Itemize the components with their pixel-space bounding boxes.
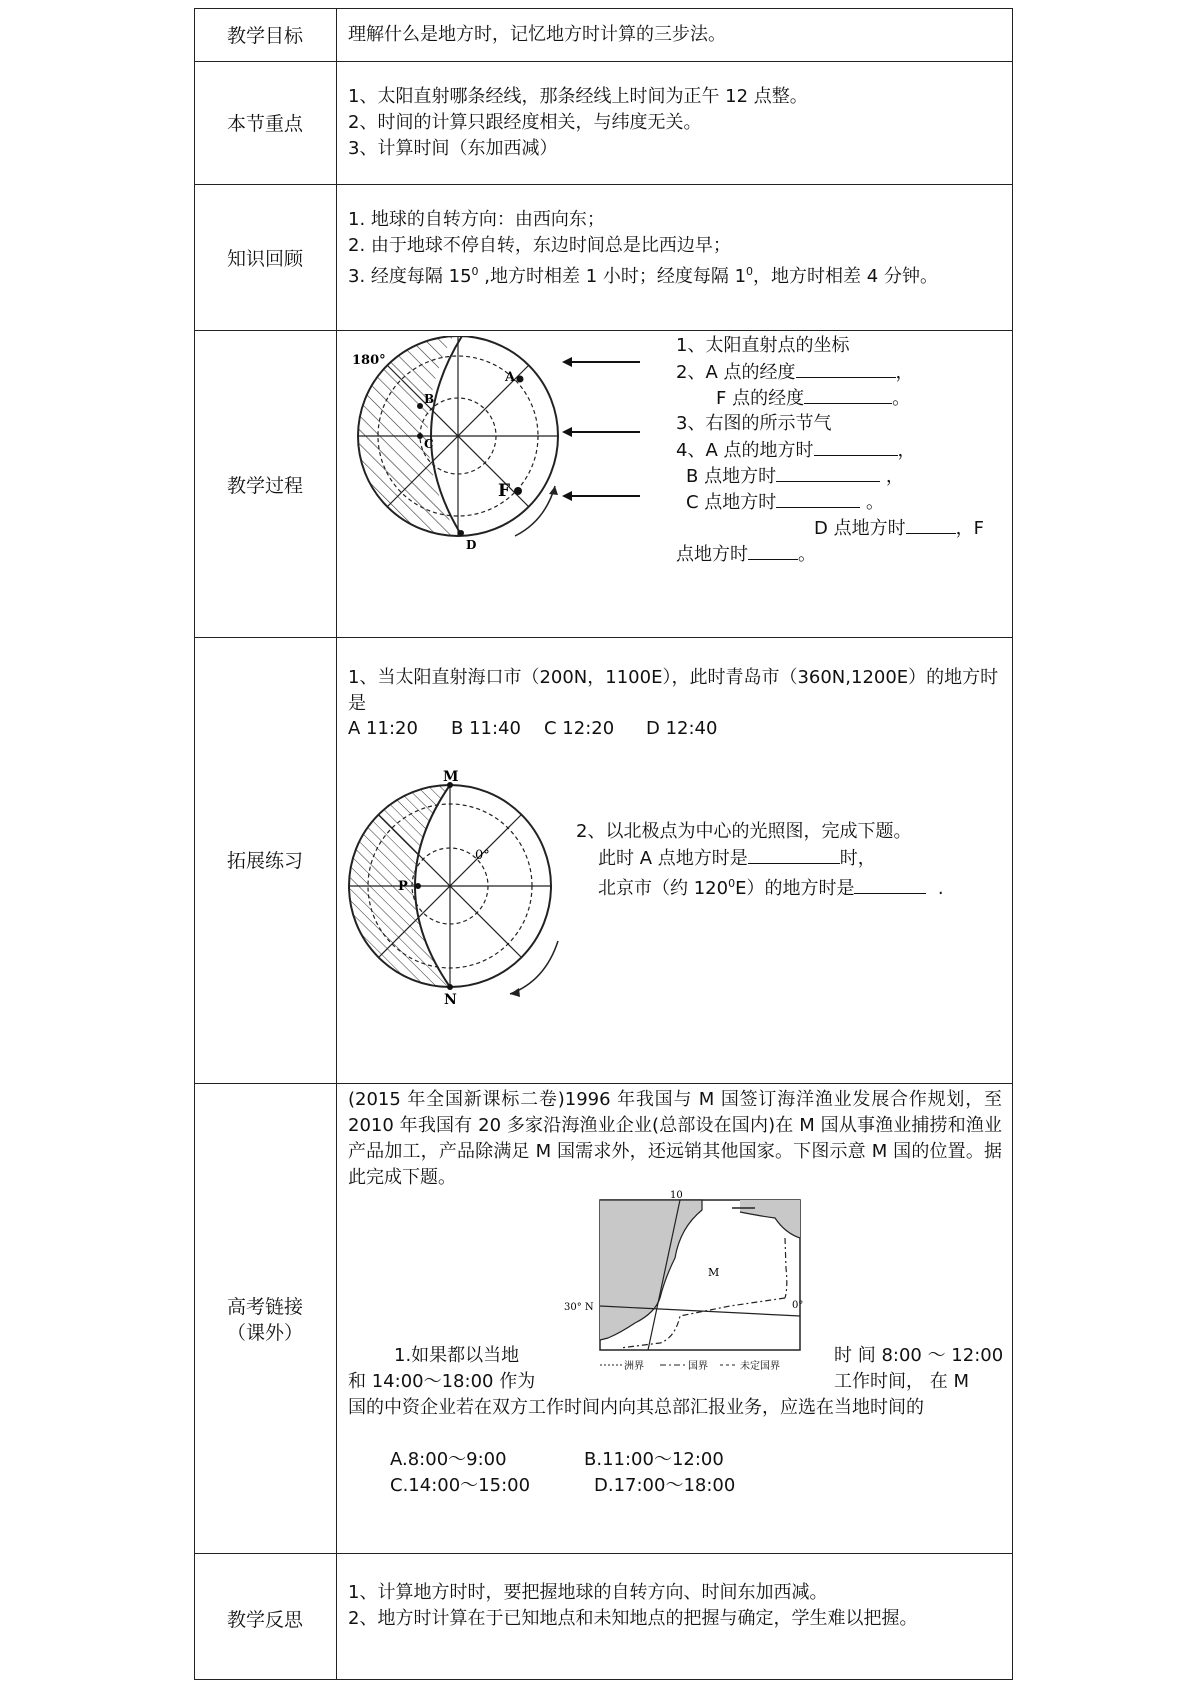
row-divider bbox=[194, 330, 1013, 331]
exam-option-a: A.8:00～9:00 bbox=[390, 1449, 507, 1470]
process-q4c: C 点地方时 。 bbox=[686, 489, 884, 516]
focus-item: 2、时间的计算只跟经度相关，与纬度无关。 bbox=[348, 112, 702, 133]
map-lon-label: 0° bbox=[792, 1300, 804, 1311]
country-m-map bbox=[560, 1188, 820, 1378]
review-list bbox=[348, 207, 1002, 290]
exam-paragraph: (2015 年全国新课标二卷)1996 年我国与 M 国签订海洋渔业发展合作规划，至 2010 年我国有 20 多家沿海渔业企业(总部设在国内)在 M 国从事渔业捕捞和渔业产品加工，产品除满足 M 国需求外，还远销其他国家。下图示意 M 国的位置。据此完成下题。 bbox=[348, 1089, 1002, 1188]
process-q1: 1、太阳直射点的坐标 bbox=[676, 335, 850, 356]
row-label-practice: 拓展练习 bbox=[226, 850, 303, 872]
focus-item: 1、太阳直射哪条经线，那条经线上时间为正午 12 点整。 bbox=[348, 86, 808, 107]
row-divider bbox=[194, 1553, 1013, 1554]
point-a-label: A bbox=[505, 370, 516, 385]
exam-q1-rest: 国的中资企业若在双方工作时间内向其总部汇报业务，应选在当地时间的 bbox=[348, 1397, 924, 1418]
answer-blank[interactable] bbox=[854, 875, 926, 894]
practice-option-c: C 12:20 bbox=[544, 718, 615, 739]
review-item: 2. 由于地球不停自转，东边时间总是比西边早； bbox=[348, 235, 731, 256]
row-label-review: 知识回顾 bbox=[226, 248, 303, 270]
point-p-label: P bbox=[398, 879, 408, 894]
polar-illumination-diagram bbox=[340, 766, 570, 1006]
row-divider bbox=[194, 184, 1013, 185]
process-q3: 3、右图的所示节气 bbox=[676, 413, 832, 434]
process-q4e: 点地方时 。 bbox=[676, 541, 816, 568]
process-q4b: B 点地方时 ， bbox=[686, 463, 904, 490]
row-label-process: 教学过程 bbox=[226, 475, 303, 497]
answer-blank[interactable] bbox=[804, 385, 892, 404]
review-item: 1. 地球的自转方向：由西向东； bbox=[348, 209, 605, 230]
point-c-label: C bbox=[424, 437, 434, 451]
answer-blank[interactable] bbox=[776, 489, 860, 508]
practice-option-d: D 12:40 bbox=[646, 718, 718, 739]
practice-q2b: 北京市（约 $120^0E$）的地方时是 . bbox=[598, 877, 944, 899]
focus-item: 3、计算时间（东加西减） bbox=[348, 138, 558, 159]
exam-option-c: C.14:00～15:00 bbox=[390, 1475, 531, 1496]
point-f-label: F bbox=[498, 481, 511, 501]
exam-q1-left1: 1.如果都以当地 bbox=[394, 1345, 520, 1366]
exam-q1-right2: 工作时间， 在 M bbox=[834, 1371, 969, 1392]
review-item: 3. 经度每隔 $15^0$ ,地方时相差 1 小时；经度每隔 $1^0$，地方时相差 4 分钟。 bbox=[348, 265, 938, 287]
exam-option-b: B.11:00～12:00 bbox=[584, 1449, 724, 1470]
degree-label: 0° bbox=[475, 848, 490, 863]
row-divider bbox=[194, 637, 1013, 638]
map-legend-undetermined: 未定国界 bbox=[740, 1361, 780, 1372]
focus-list bbox=[348, 84, 1002, 162]
reflection-item: 1、计算地方时时，要把握地球的自转方向、时间东加西减。 bbox=[348, 1582, 828, 1603]
practice-option-a: A 11:20 bbox=[348, 718, 418, 739]
point-b-label: B bbox=[424, 392, 435, 406]
answer-blank[interactable] bbox=[748, 845, 840, 864]
row-label-exam: 高考链接 （课外） bbox=[226, 1296, 303, 1344]
answer-blank[interactable] bbox=[748, 541, 798, 560]
row-label-reflection: 教学反思 bbox=[226, 1609, 303, 1631]
map-legend-border: 国界 bbox=[688, 1361, 708, 1372]
process-q2a: 2、A 点的经度 ， bbox=[676, 359, 914, 386]
process-q2b: F 点的经度 。 bbox=[716, 385, 910, 412]
practice-option-b: B 11:40 bbox=[451, 718, 521, 739]
label-180: 180° bbox=[352, 353, 386, 368]
answer-blank[interactable] bbox=[796, 359, 896, 378]
sunlight-arrows bbox=[560, 352, 642, 504]
exam-option-d: D.17:00～18:00 bbox=[594, 1475, 736, 1496]
row-divider bbox=[194, 1083, 1013, 1084]
point-d-label: D bbox=[466, 538, 477, 551]
point-n-label: N bbox=[444, 992, 457, 1006]
map-country-label: M bbox=[708, 1266, 720, 1279]
answer-blank[interactable] bbox=[906, 515, 956, 534]
map-legend-continent: 洲界 bbox=[624, 1361, 644, 1372]
map-lat-label: 30° N bbox=[564, 1302, 594, 1313]
practice-q2a: 此时 A 点地方时是 时， bbox=[598, 845, 876, 872]
row-divider bbox=[194, 61, 1013, 62]
row-label-focus: 本节重点 bbox=[226, 113, 303, 135]
column-divider bbox=[336, 8, 337, 1680]
answer-blank[interactable] bbox=[776, 463, 880, 482]
practice-q1: 1、当太阳直射海口市（200N，1100E），此时青岛市（360N,1200E）的地方时是 bbox=[348, 667, 999, 714]
exam-q1-left2: 和 14:00～18:00 作为 bbox=[348, 1371, 536, 1392]
practice-q2: 2、以北极点为中心的光照图，完成下题。 bbox=[576, 821, 912, 842]
process-q4a: 4、A 点的地方时 ， bbox=[676, 437, 916, 464]
row-label-goal: 教学目标 bbox=[226, 25, 303, 47]
goal-text: 理解什么是地方时，记忆地方时计算的三步法。 bbox=[348, 24, 726, 45]
point-m-label: M bbox=[443, 769, 459, 785]
exam-q1-right1: 时 间 8:00 ～ 12:00 bbox=[834, 1345, 1004, 1366]
reflection-list bbox=[348, 1580, 1002, 1632]
answer-blank[interactable] bbox=[814, 437, 898, 456]
globe-illumination-diagram bbox=[350, 336, 590, 551]
process-q4d: D 点地方时 ，F bbox=[814, 515, 984, 542]
map-top-label: 10 bbox=[670, 1190, 683, 1201]
reflection-item: 2、地方时计算在于已知地点和未知地点的把握与确定，学生难以把握。 bbox=[348, 1608, 918, 1629]
